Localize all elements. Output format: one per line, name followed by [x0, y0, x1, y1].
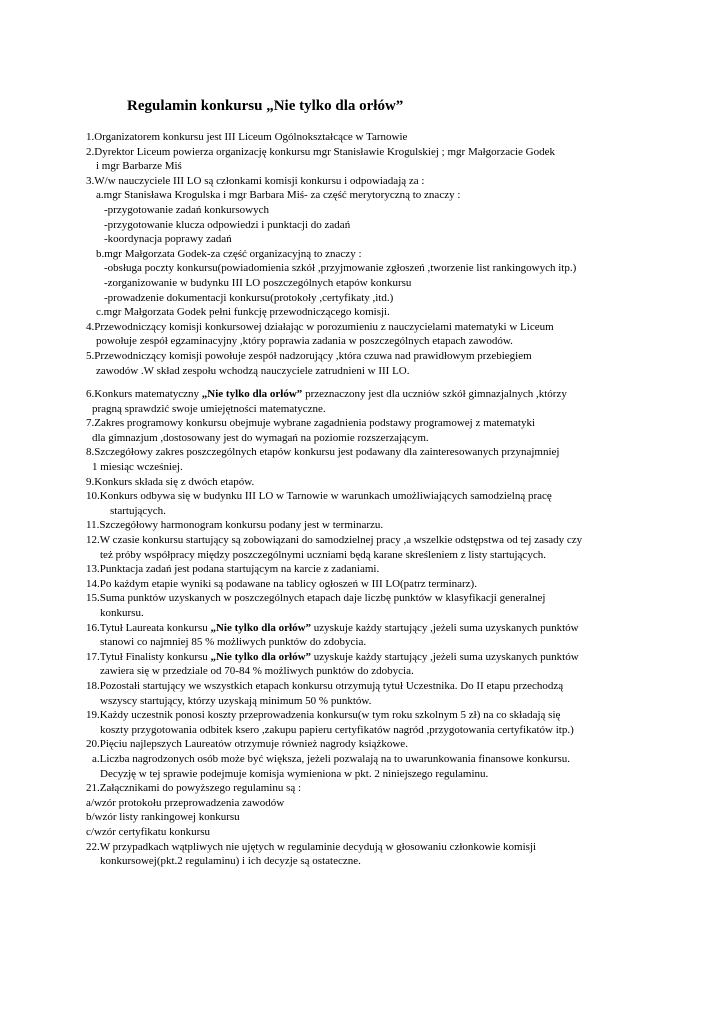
- line-text: przeznaczony jest dla uczniów szkół gimnazjalnych ,którzy: [302, 388, 567, 401]
- paragraph-line: 1 miesiąc wcześniej.: [92, 461, 183, 474]
- paragraph-line: -przygotowanie zadań konkursowych: [104, 203, 269, 216]
- paragraph-line: konkursowej(pkt.2 regulaminu) i ich decyzje są ostateczne.: [100, 855, 361, 868]
- paragraph-line: 3.W/w nauczyciele III LO są członkami komisji konkursu i odpowiadają za :: [86, 174, 425, 187]
- paragraph-line: 12.W czasie konkursu startujący są zobowiązani do samodzielnej pracy ,a wszelkie odstępstwa od tej zasady czy: [86, 534, 583, 547]
- paragraph-line: zawodów .W skład zespołu wchodzą nauczyciele zatrudnieni w III LO.: [96, 364, 410, 377]
- paragraph-line: stanowi co najmniej 85 % możliwych punktów do zdobycia.: [100, 636, 367, 649]
- document-body: [86, 130, 686, 869]
- paragraph-line: konkursu.: [100, 607, 144, 619]
- paragraph-line: 11.Szczegółowy harmonogram konkursu podany jest w terminarzu.: [86, 519, 384, 532]
- paragraph-line: c/wzór certyfikatu konkursu: [86, 825, 211, 838]
- paragraph-line: zawiera się w przedziale od 70-84 % możliwych punktów do zdobycia.: [100, 665, 414, 678]
- paragraph-line: powołuje zespół egzaminacyjny ,który poprawia zadania w poszczególnych etapach zawodów.: [96, 335, 513, 348]
- contest-name: „Nie tylko dla orłów”: [210, 621, 312, 634]
- paragraph-line: 15.Suma punktów uzyskanych w poszczególnych etapach daje liczbę punktów w klasyfikacji generalnej: [86, 592, 546, 605]
- paragraph-line: też próby współpracy między poszczególnymi uczniami będą karane skreśleniem z listy startujących.: [100, 548, 546, 561]
- paragraph-line: a/wzór protokołu przeprowadzenia zawodów: [86, 796, 285, 809]
- paragraph-line: wszyscy startujący, którzy uzyskają minimum 50 % punktów.: [100, 694, 372, 707]
- paragraph-line: -przygotowanie klucza odpowiedzi i punktacji do zadań: [104, 218, 351, 231]
- paragraph-line: b/wzór listy rankingowej konkursu: [86, 811, 240, 824]
- paragraph-line: 5.Przewodniczący komisji powołuje zespół nadzorujący ,która czuwa nad prawidłowym przebiegiem: [86, 349, 532, 362]
- line-text: 17.Tytuł Finalisty konkursu: [86, 650, 211, 663]
- line-text: uzyskuje każdy startujący ,jeżeli suma uzyskanych punktów: [311, 650, 579, 663]
- paragraph-line: -prowadzenie dokumentacji konkursu(protokoły ,certyfikaty ,itd.): [104, 291, 394, 304]
- paragraph-line: 4.Przewodniczący komisji konkursowej działając w porozumieniu z nauczycielami matematyki w Liceum: [86, 320, 554, 333]
- paragraph-line: -obsługa poczty konkursu(powiadomienia szkół ,przyjmowanie zgłoszeń ,tworzenie list rankingowych itp.): [104, 262, 577, 275]
- line-text: 16.Tytuł Laureata konkursu: [86, 621, 211, 634]
- paragraph-line: 7.Zakres programowy konkursu obejmuje wybrane zagadnienia podstawy programowej z matematyki: [86, 417, 536, 430]
- paragraph-line: [86, 650, 686, 665]
- paragraph-line: 8.Szczegółowy zakres poszczególnych etapów konkursu jest podawany dla zainteresowanych przynajmniej: [86, 446, 560, 459]
- contest-name: „Nie tylko dla orłów”: [210, 650, 312, 663]
- paragraph-line: 14.Po każdym etapie wyniki są podawane na tablicy ogłoszeń w III LO(patrz terminarz).: [86, 577, 477, 590]
- paragraph-line: -koordynacja poprawy zadań: [104, 233, 232, 246]
- contest-name: „Nie tylko dla orłów”: [201, 388, 303, 401]
- paragraph-line: 10.Konkurs odbywa się w budynku III LO w Tarnowie w warunkach umożliwiających samodzielną pracę: [86, 490, 552, 503]
- paragraph-line: Decyzję w tej sprawie podejmuje komisja wymieniona w pkt. 2 niniejszego regulaminu.: [100, 767, 489, 780]
- paragraph-line: i mgr Barbarze Miś: [96, 160, 182, 173]
- paragraph-line: koszty przygotowania odbitek ksero ,zakupu papieru certyfikatów nagród ,przygotowania certyfikatów itp.): [100, 723, 574, 736]
- paragraph-line: 21.Załącznikami do powyższego regulaminu są :: [86, 782, 302, 795]
- paragraph-line: startujących.: [110, 504, 166, 517]
- paragraph-line: a.Liczba nagrodzonych osób może być większa, jeżeli pozwalają na to uwarunkowania finansowe konkursu.: [92, 752, 571, 765]
- paragraph-line: 1.Organizatorem konkursu jest III Liceum Ogólnokształcące w Tarnowie: [86, 131, 408, 143]
- paragraph-line: 20.Pięciu najlepszych Laureatów otrzymuje również nagrody książkowe.: [86, 738, 408, 751]
- paragraph-line: [86, 387, 686, 402]
- paragraph-line: -zorganizowanie w budynku III LO poszczególnych etapów konkursu: [104, 276, 412, 289]
- paragraph-line: 19.Każdy uczestnik ponosi koszty przeprowadzenia konkursu(w tym roku szkolnym 5 zł) na co składają się: [86, 709, 561, 722]
- paragraph-line: c.mgr Małgorzata Godek pełni funkcję przewodniczącego komisji.: [96, 306, 390, 319]
- paragraph-line: 9.Konkurs składa się z dwóch etapów.: [86, 475, 255, 488]
- paragraph-line: 2.Dyrektor Liceum powierza organizację konkursu mgr Stanisławie Krogulskiej ; mgr Małgorzacie Godek: [86, 145, 555, 158]
- paragraph-line: b.mgr Małgorzata Godek-za część organizacyjną to znaczy :: [96, 247, 362, 260]
- paragraph-line: pragną sprawdzić swoje umiejętności matematyczne.: [92, 402, 326, 415]
- paragraph-line: a.mgr Stanisława Krogulska i mgr Barbara Miś- za część merytoryczną to znaczy :: [96, 189, 461, 202]
- paragraph-line: 22.W przypadkach wątpliwych nie ujętych w regulaminie decydują w głosowaniu członkowie komisji: [86, 840, 537, 853]
- line-text: uzyskuje każdy startujący ,jeżeli suma uzyskanych punktów: [311, 621, 579, 634]
- paragraph-line: dla gimnazjum ,dostosowany jest do wymagań na poziomie rozszerzającym.: [92, 431, 429, 444]
- paragraph-line: 18.Pozostałi startujący we wszystkich etapach konkursu otrzymują tytuł Uczestnika. Do II etapu przechodzą: [86, 679, 564, 692]
- paragraph-line: [86, 621, 686, 636]
- line-text: 6.Konkurs matematyczny: [86, 388, 202, 401]
- paragraph-line: 13.Punktacja zadań jest podana startującym na karcie z zadaniami.: [86, 563, 380, 576]
- document-title: Regulamin konkursu „Nie tylko dla orłów”: [127, 98, 404, 114]
